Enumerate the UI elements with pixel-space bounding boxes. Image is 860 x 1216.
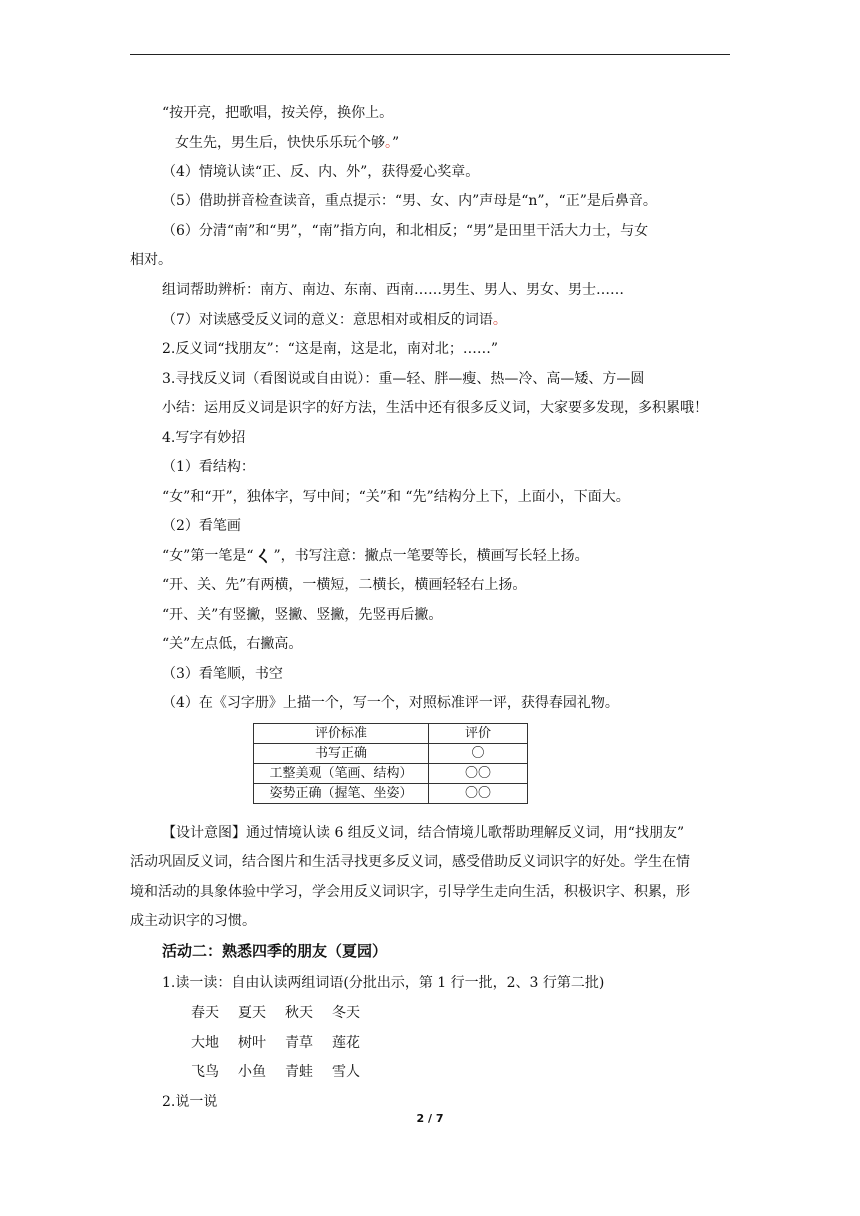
word: 雪人 — [332, 1064, 360, 1080]
word: 春天 — [191, 1005, 219, 1021]
word-row-2 — [191, 1034, 379, 1052]
table-cell: 〇〇 — [429, 784, 528, 804]
word: 树叶 — [238, 1035, 266, 1051]
item-4: 4.写字有妙招 — [162, 430, 246, 446]
step-5: （5）借助拼音检查读音，重点提示：“男、女、内”声母是“n”，“正”是后鼻音。 — [162, 193, 657, 209]
poem-line-1: “按开亮，把歌唱，按关停，换你上。 — [162, 105, 394, 121]
word: 秋天 — [285, 1005, 313, 1021]
read-instruction: 1.读一读：自由认读两组词语(分批出示，第 1 行一批，2、3 行第二批) — [162, 975, 605, 991]
word: 青草 — [285, 1035, 313, 1051]
poem-line-2: 女生先，男生后，快快乐乐玩个够。” — [175, 135, 400, 151]
word: 冬天 — [332, 1005, 360, 1021]
sub-4: （4）在《习字册》上描一个，写一个，对照标准评一评，获得春园礼物。 — [162, 695, 619, 711]
design-intent-line-4: 成主动识字的习惯。 — [130, 913, 256, 929]
table-cell: 工整美观（笔画、结构） — [254, 764, 429, 784]
table-cell: 姿势正确（握笔、坐姿） — [254, 784, 429, 804]
word-row-1 — [191, 1004, 379, 1022]
speak-instruction: 2.说一说 — [162, 1094, 218, 1110]
red-mark: 。 — [385, 135, 392, 151]
item-3: 3.寻找反义词（看图说或自由说）：重—轻、胖—瘦、热—冷、高—矮、方—圆 — [162, 371, 645, 387]
table-header: 评价标准 — [254, 724, 429, 744]
step-4: （4）情境认读“正、反、内、外”，获得爱心奖章。 — [162, 164, 480, 180]
table-row — [254, 764, 528, 784]
word: 夏天 — [238, 1005, 266, 1021]
word: 莲花 — [332, 1035, 360, 1051]
table-cell: 〇〇 — [429, 764, 528, 784]
design-intent-line-1: 【设计意图】通过情境认读 6 组反义词，结合情境儿歌帮助理解反义词，用“找朋友” — [162, 825, 685, 841]
table-header: 评价 — [429, 724, 528, 744]
activity-heading: 活动二：熟悉四季的朋友（夏园） — [162, 942, 388, 960]
item-2: 2.反义词“找朋友”：“这是南，这是北，南对北；……” — [162, 341, 498, 357]
word: 飞鸟 — [191, 1064, 219, 1080]
structure-note: “女”和“开”，独体字，写中间；“关”和 “先”结构分上下，上面小，下面大。 — [162, 489, 630, 505]
word: 小鱼 — [238, 1064, 266, 1080]
evaluation-table — [253, 723, 528, 804]
red-mark: 。 — [492, 312, 507, 328]
step-6: （6）分清“南”和“男”，“南”指方向，和北相反；“男”是田里干活大力士，与女 — [162, 223, 649, 239]
stroke-note-2: “开、关、先”有两横，一横短，二横长，横画轻轻右上扬。 — [162, 577, 527, 593]
word: 青蛙 — [285, 1064, 313, 1080]
word-row-3 — [191, 1063, 379, 1081]
header-rule — [130, 54, 730, 55]
table-row — [254, 744, 528, 764]
table-cell: 〇 — [429, 744, 528, 764]
design-intent-line-2: 活动巩固反义词，结合图片和生活寻找更多反义词，感受借助反义词识字的好处。学生在情 — [130, 854, 690, 870]
table-row — [254, 784, 528, 804]
table-cell: 书写正确 — [254, 744, 429, 764]
sub-3: （3）看笔顺，书空 — [162, 666, 283, 682]
page-number: 2 / 7 — [416, 1112, 444, 1125]
pie-dian-stroke-icon: ㄑ — [253, 543, 274, 567]
sub-2: （2）看笔画 — [162, 518, 241, 534]
table-header-row — [254, 724, 528, 744]
stroke-note-1: “女”第一笔是“ㄑ”，书写注意：撇点一笔要等长，横画写长轻上扬。 — [162, 543, 589, 567]
stroke-note-3: “开、关”有竖撇，竖撇、竖撇，先竖再后撇。 — [162, 607, 443, 623]
sub-1: （1）看结构： — [162, 459, 255, 475]
summary: 小结：运用反义词是识字的好方法，生活中还有很多反义词，大家要多发现，多积累哦！ — [162, 400, 708, 416]
step-7: （7）对读感受反义词的意义：意思相对或相反的词语。 — [162, 312, 507, 328]
step-6-cont: 相对。 — [130, 252, 172, 268]
stroke-note-4: “关”左点低，右撇高。 — [162, 636, 303, 652]
design-intent-line-3: 境和活动的具象体验中学习，学会用反义词识字，引导学生走向生活，积极识字、积累，形 — [130, 884, 690, 900]
word-discrimination: 组词帮助辨析：南方、南边、东南、西南……男生、男人、男女、男士…… — [162, 282, 624, 298]
word: 大地 — [191, 1035, 219, 1051]
